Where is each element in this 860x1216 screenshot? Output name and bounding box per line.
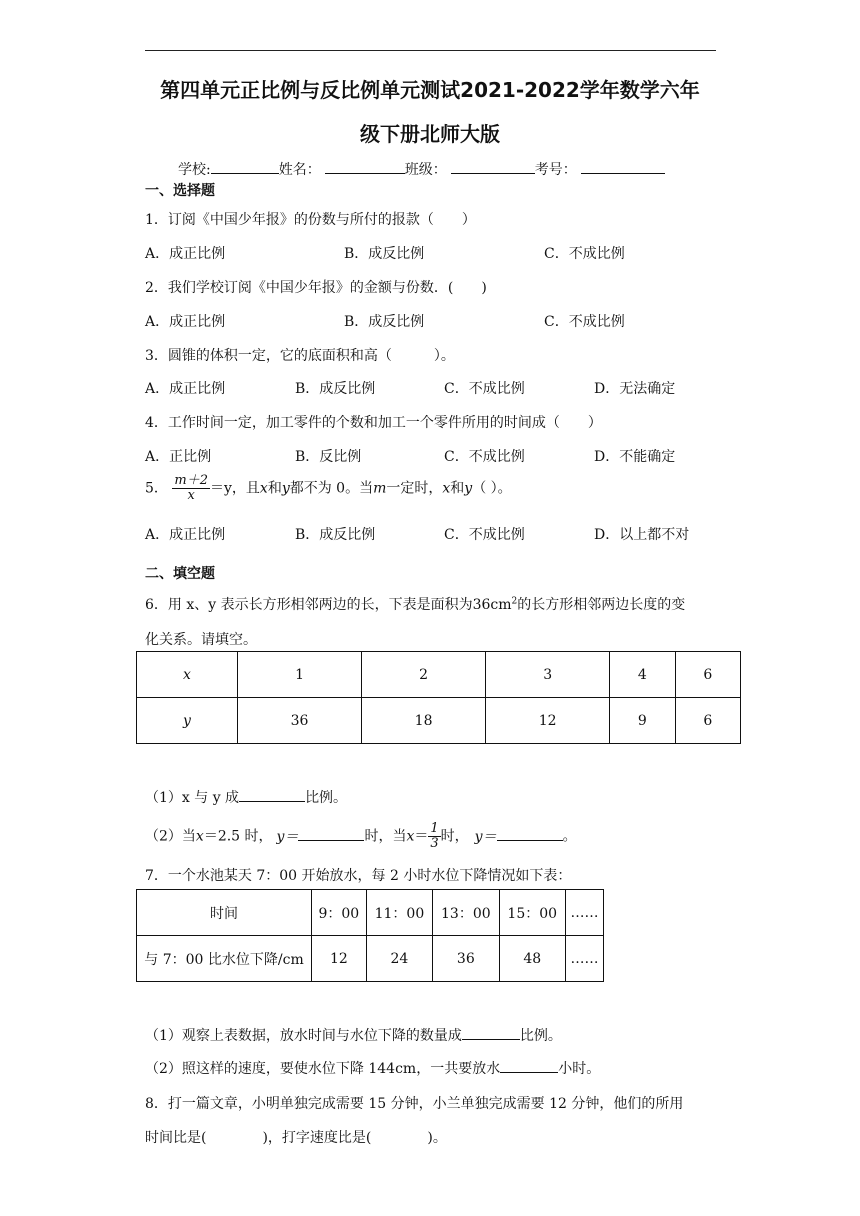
class-label: 班级： [404,162,447,178]
q6-sub2-blank2[interactable] [497,826,563,841]
q6-table [136,651,741,744]
q5-var-y: y [281,480,290,497]
q7-sub1-text: （1）观察上表数据，放水时间与水位下降的数量成 [145,1028,462,1044]
q6-y-cell: 9 [610,698,675,744]
q7-sub2 [145,1058,600,1078]
exam-no-label: 考号： [534,162,577,178]
q7-row-drop [137,936,604,982]
q6-sub2-y: y＝ [276,828,299,845]
student-info-line [178,158,665,179]
q6-sub2 [145,822,577,851]
q5-and: 和 [267,480,282,497]
q6-y-cell: 6 [675,698,740,744]
q6-y-label: y [137,698,238,744]
q6-frac-num: 1 [430,821,439,836]
q7-sub2-blank[interactable] [500,1058,558,1073]
q7-drop-cell: 48 [499,936,565,982]
q7-drop-cell: …… [565,936,603,982]
question-5 [145,474,512,503]
q4-option-d[interactable]: D．不能确定 [594,449,676,465]
q6-sub2-blank1[interactable] [298,826,364,841]
page-title: 第四单元正比例与反比例单元测试2021-2022学年数学六年 [160,78,700,102]
q3-option-a[interactable]: A．成正比例 [145,381,226,397]
q6-x-cell: 3 [486,652,610,698]
q3-option-c[interactable]: C．不成比例 [444,381,525,397]
q6-sub2-text-b: ＝2.5 时， [203,828,273,845]
q5-and2: 和 [450,480,465,497]
q7-sub2-text: （2）照这样的速度，要使水位下降 144cm，一共要放水 [145,1061,501,1077]
q5-mid: 都不为 0。当 [289,480,374,497]
q2-option-a[interactable]: A．成正比例 [145,314,226,330]
q3-option-d[interactable]: D．无法确定 [594,381,676,397]
q6-frac-den: 3 [430,836,439,851]
q6-sub2-text-d: 时， [440,828,469,845]
q7-drop-cell: 36 [433,936,499,982]
q5-option-c[interactable]: C．不成比例 [444,527,525,543]
question-3: 3．圆锥的体积一定，它的底面积和高（ ）。 [145,348,455,364]
q7-time-cell: …… [565,890,603,936]
q5-end: （ ）。 [472,480,512,497]
exam-no-field[interactable] [581,158,665,174]
q7-sub1 [145,1025,562,1045]
question-4: 4．工作时间一定，加工零件的个数和加工一个零件所用的时间成（ ） [145,415,602,431]
q5-var-x: x [259,480,268,497]
name-field[interactable] [325,158,405,174]
q6-y-cell: 18 [362,698,486,744]
q5-denominator: x [187,488,195,503]
q5-equation: ＝y，且 [209,480,260,497]
q1-option-b[interactable]: B．成反比例 [344,246,425,262]
school-field[interactable] [211,158,279,174]
q5-fraction [172,474,210,503]
q6-sub2-text-c: 时，当 [364,828,407,845]
q7-sub1-end: 比例。 [519,1028,562,1044]
q3-option-b[interactable]: B．成反比例 [295,381,376,397]
q7-drop-cell: 12 [312,936,367,982]
q6-sub2-text: （2）当 [145,828,196,845]
q5-number: 5． [145,480,168,497]
top-rule [145,50,716,51]
q1-option-c[interactable]: C．不成比例 [544,246,625,262]
q6-sub1-text: （1）x 与 y 成 [145,790,240,806]
q5-var-y2: y [464,480,473,497]
q7-time-cell: 13：00 [433,890,499,936]
q7-time-cell: 9：00 [312,890,367,936]
school-label: 学校: [178,162,211,178]
question-6-line2: 化关系。请填空。 [145,632,257,648]
q6-x-cell: 2 [362,652,486,698]
q6-row-x [137,652,741,698]
q4-option-b[interactable]: B．反比例 [295,449,362,465]
q5-numerator: m＋2 [174,473,208,488]
q7-drop-cell: 24 [366,936,432,982]
q6-sub2-end: 。 [562,828,577,845]
q6-sup: 2 [511,596,518,607]
section-fill: 二、填空题 [145,566,215,582]
q6-text-b: 的长方形相邻两边长度的变 [517,597,686,613]
page-title-line2: 级下册北师大版 [360,122,500,146]
q7-time-cell: 11：00 [366,890,432,936]
q6-sub2-y2: y＝ [474,828,497,845]
q2-option-b[interactable]: B．成反比例 [344,314,425,330]
q7-drop-label: 与 7：00 比水位下降/cm [137,936,312,982]
name-label: 姓名： [278,162,321,178]
q7-time-label: 时间 [137,890,312,936]
q5-option-d[interactable]: D．以上都不对 [594,527,690,543]
section-choice: 一、选择题 [145,183,215,199]
q6-sub1-end: 比例。 [305,790,348,806]
q6-sub2-eq: ＝ [414,828,429,845]
q6-text: 6．用 x、y 表示长方形相邻两边的长，下表是面积为36cm [145,597,512,613]
q5-mid2: 一定时， [386,480,443,497]
q6-sub1 [145,787,347,807]
q5-var-m: m [373,480,387,497]
q6-y-cell: 36 [238,698,362,744]
q7-table [136,889,604,982]
question-8-line1: 8．打一篇文章，小明单独完成需要 15 分钟，小兰单独完成需要 12 分钟，他们的所用 [145,1096,684,1112]
q6-x-cell: 1 [238,652,362,698]
q6-x-cell: 4 [610,652,675,698]
q6-x-label: x [137,652,238,698]
q6-sub1-blank[interactable] [239,787,305,802]
q2-option-c[interactable]: C．不成比例 [544,314,625,330]
question-2: 2．我们学校订阅《中国少年报》的金额与份数．( ) [145,280,487,296]
class-field[interactable] [451,158,535,174]
q7-row-time [137,890,604,936]
q5-var-x2: x [442,480,451,497]
question-6-line1 [145,594,685,614]
question-1: 1．订阅《中国少年报》的份数与所付的报款（ ） [145,212,476,228]
q6-row-y [137,698,741,744]
q6-sub2-fraction [428,822,440,851]
q5-option-b[interactable]: B．成反比例 [295,527,376,543]
q6-sub2-x2: x [406,828,415,845]
q7-sub2-end: 小时。 [558,1061,601,1077]
q5-option-a[interactable]: A．成正比例 [145,527,226,543]
q4-option-c[interactable]: C．不成比例 [444,449,525,465]
q6-x-cell: 6 [675,652,740,698]
q7-sub1-blank[interactable] [462,1025,520,1040]
q4-option-a[interactable]: A．正比例 [145,449,212,465]
q6-sub2-x: x [195,828,204,845]
q7-time-cell: 15：00 [499,890,565,936]
q1-option-a[interactable]: A．成正比例 [145,246,226,262]
q6-y-cell: 12 [486,698,610,744]
question-8-line2: 时间比是( )，打字速度比是( )。 [145,1130,447,1146]
question-7: 7．一个水池某天 7：00 开始放水，每 2 小时水位下降情况如下表： [145,868,572,884]
